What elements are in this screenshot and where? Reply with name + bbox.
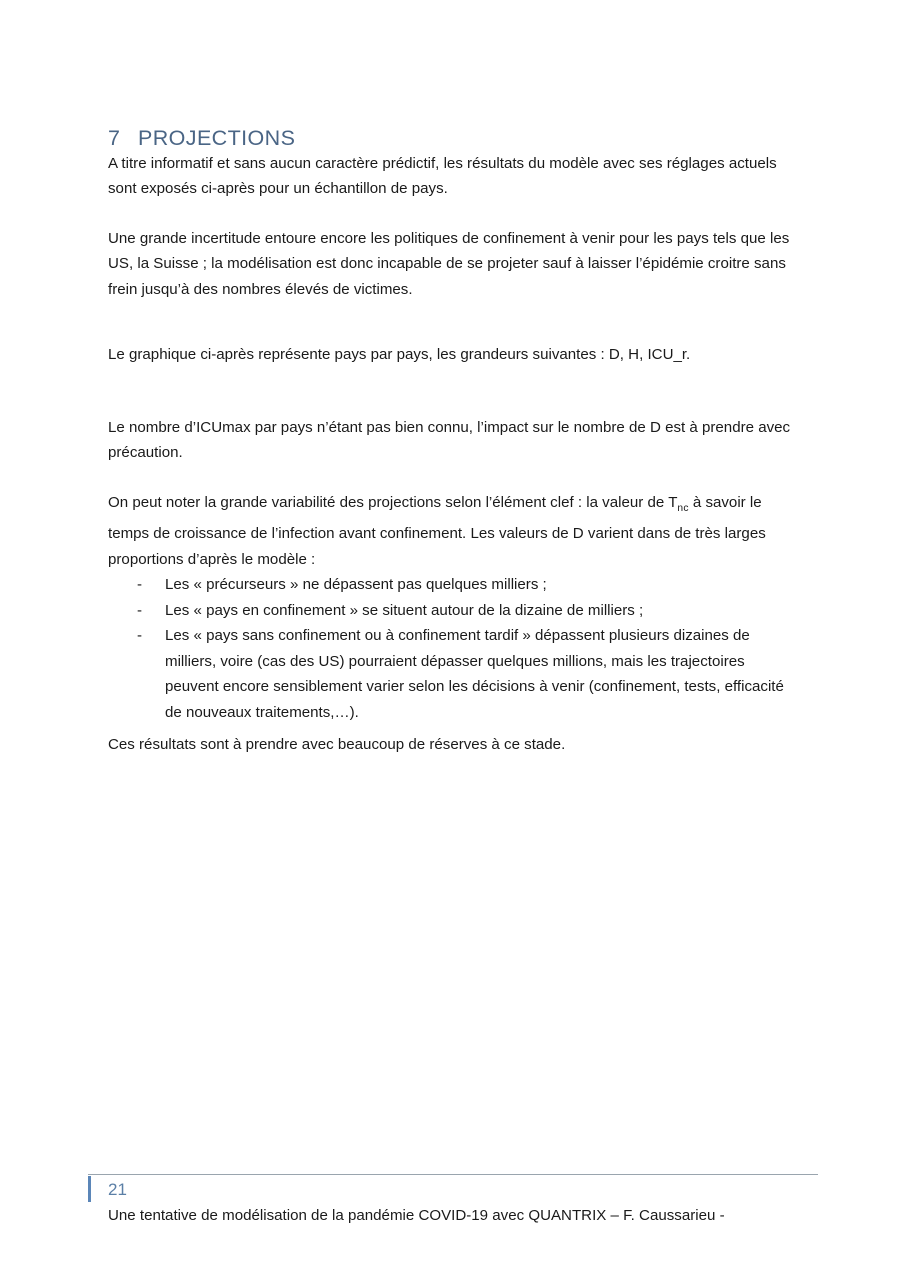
paragraph-uncertainty: Une grande incertitude entoure encore les politiques de confinement à venir pour les pays tels que les US, la Suisse ; la modélisation est donc incapable de se projeter sauf à laisser l’épidémie croitre sans frein jusqu’à des nombres élevés de victimes.: [108, 229, 790, 298]
bullet-dash-icon: -: [137, 601, 143, 619]
paragraph-conclusion: Ces résultats sont à prendre avec beaucoup de réserves à ce stade.: [108, 736, 566, 754]
page-number: 21: [108, 1180, 127, 1199]
footer-accent-bar: [88, 1176, 91, 1202]
bullet-dash-icon: -: [137, 576, 143, 594]
variability-text-after: à savoir le temps de croissance de l’infection avant confinement. Les valeurs de D varient dans de très larges proportions d’après le modèle :: [108, 493, 766, 568]
page-content: [108, 0, 800, 758]
list-item-label: Les « précurseurs » ne dépassent pas quelques milliers ;: [165, 576, 547, 594]
paragraph-icumax: Le nombre d’ICUmax par pays n’étant pas bien connu, l’impact sur le nombre de D est à prendre avec précaution.: [108, 418, 791, 462]
section-number: 7: [108, 126, 121, 150]
paragraph-variability: [108, 490, 800, 573]
footer-divider: [88, 1174, 818, 1175]
tnc-subscript: nc: [677, 502, 689, 514]
paragraph-intro: A titre informatif et sans aucun caractère prédictif, les résultats du modèle avec ses réglages actuels sont exposés ci-après pour un échantillon de pays.: [108, 154, 777, 198]
spacer: [108, 725, 800, 732]
projection-bullet-list: [108, 572, 800, 725]
list-item: [108, 623, 800, 725]
variability-text-before: On peut noter la grande variabilité des projections selon l’élément clef : la valeur de T: [108, 493, 678, 511]
bullet-dash-icon: -: [137, 627, 143, 645]
spacer: [108, 466, 800, 490]
footer-title: Une tentative de modélisation de la pandémie COVID-19 avec QUANTRIX – F. Caussarieu -: [108, 1207, 725, 1224]
list-item-label: Les « pays en confinement » se situent autour de la dizaine de milliers ;: [165, 601, 644, 619]
spacer: [108, 408, 800, 415]
list-item: [108, 572, 800, 598]
paragraph-graph-intro: Le graphique ci-après représente pays par pays, les grandeurs suivantes : D, H, ICU_r.: [108, 346, 691, 364]
spacer: [108, 368, 800, 408]
section-heading: [108, 0, 800, 151]
list-item: [108, 598, 800, 624]
spacer: [108, 202, 800, 226]
spacer: [108, 302, 800, 342]
section-title: PROJECTIONS: [138, 126, 296, 150]
list-item-label: Les « pays sans confinement ou à confinement tardif » dépassent plusieurs dizaines de milliers, voire (cas des US) pourraient dépasser quelques millions, mais les trajectoires peuvent encore sensiblement varier selon les décisions à venir (confinement, tests, efficacité de nouveaux traitements,…).: [165, 627, 784, 721]
